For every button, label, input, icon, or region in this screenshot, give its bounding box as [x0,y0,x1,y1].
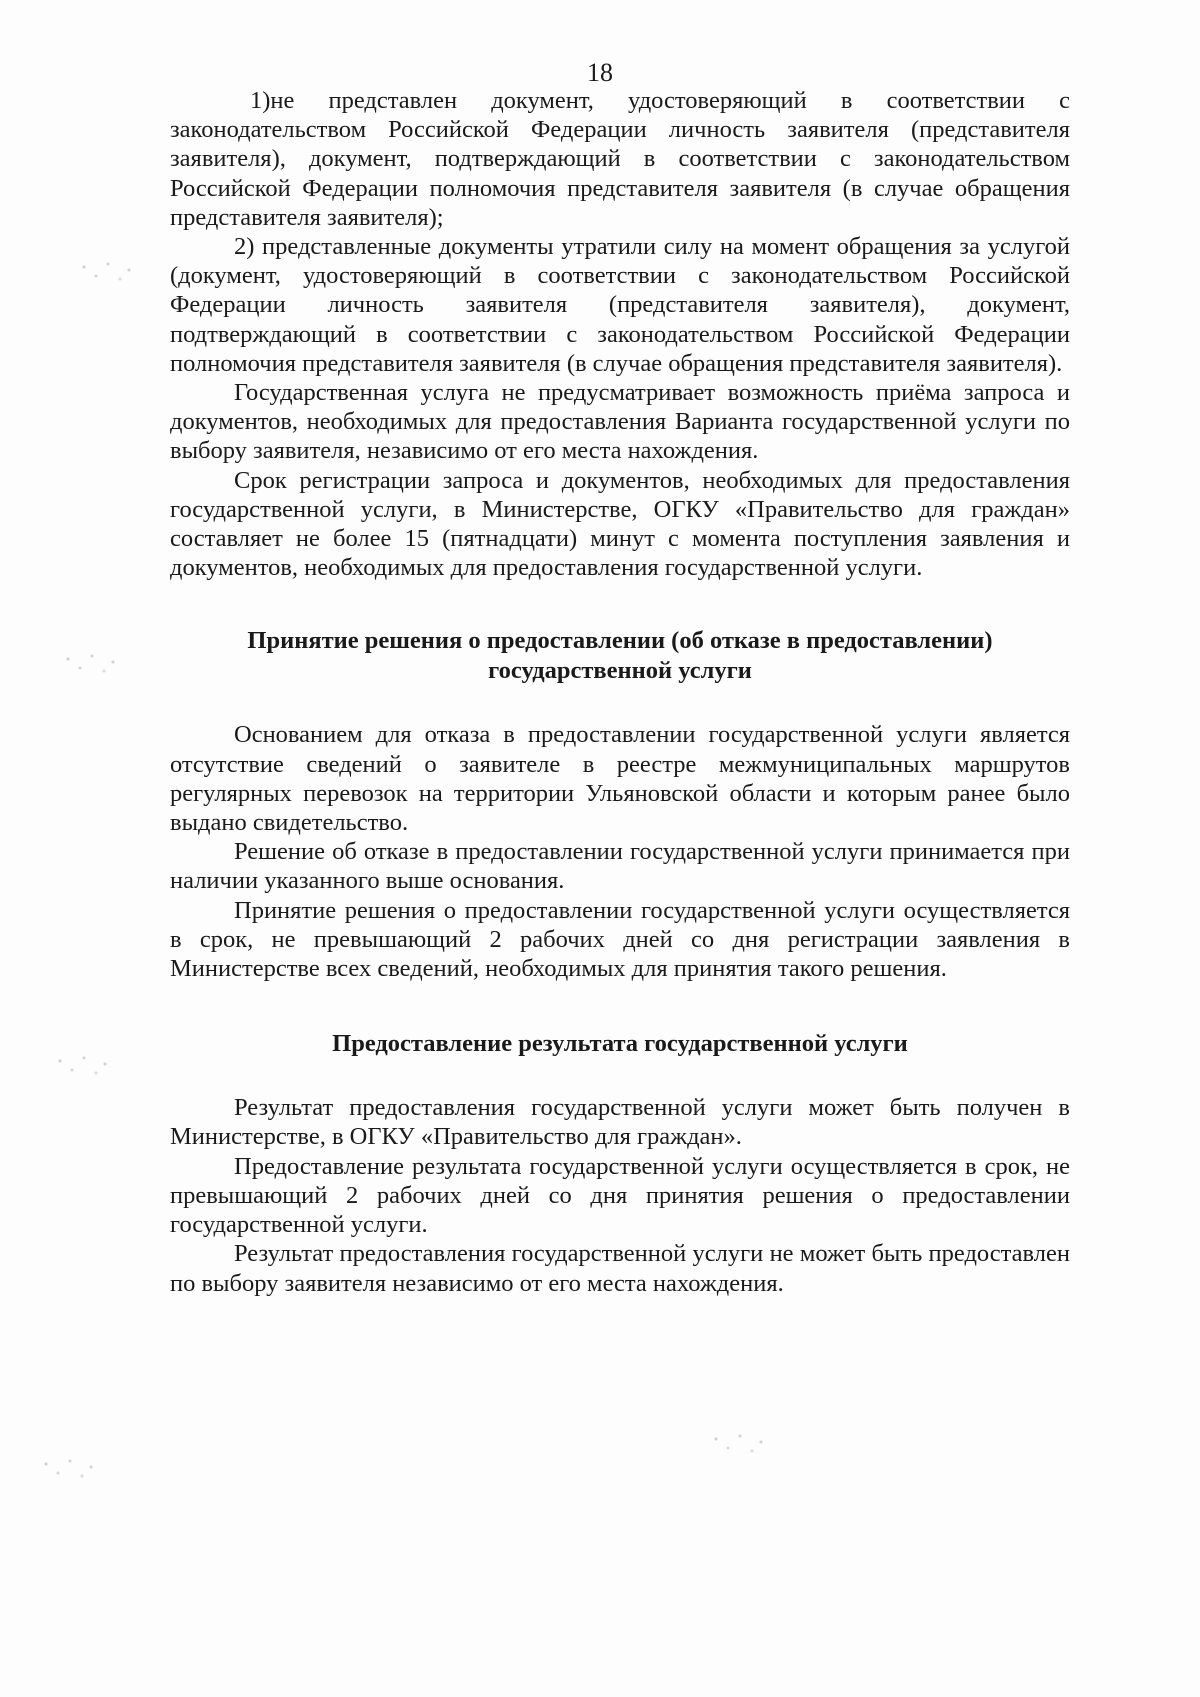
scan-speckle [40,1455,100,1485]
scan-speckle [62,650,122,680]
paragraph: Срок регистрации запроса и документов, необходимых для предоставления государственной услуги, в Министерстве, ОГКУ «Правительство для граждан» составляет не более 15 (пятнадцати) минут с момента поступления заявления и документов, необходимых для предоставления государственной услуги. [170,466,1070,582]
page-number: 18 [587,58,613,87]
paragraph: Результат предоставления государственной услуги не может быть предоставлен по выбору заявителя независимо от его места нахождения. [170,1240,1070,1297]
paragraph: Результат предоставления государственной услуги может быть получен в Министерстве, в ОГКУ «Правительство для граждан». [170,1094,1070,1151]
paragraph: 2) представленные документы утратили силу на момент обращения за услугой (документ, удостоверяющий в соответствии с законодательством Российской Федерации личность заявителя (представителя заявителя), документ, подтверждающий в соответствии с законодательством Российской Федерации полномочия представителя заявителя (в случае обращения представителя заявителя). [170,233,1070,377]
paragraph: Принятие решения о предоставлении государственной услуги осуществляется в срок, не превышающий 2 рабочих дней со дня регистрации заявления в Министерстве всех сведений, необходимых для принятия такого решения. [170,896,1070,983]
paragraph: Предоставление результата государственной услуги осуществляется в срок, не превышающий 2 рабочих дней со дня принятия решения о предоставлении государственной услуги. [170,1152,1070,1239]
paragraph: Основанием для отказа в предоставлении государственной услуги является отсутствие сведений о заявителе в реестре межмуниципальных маршрутов регулярных перевозок на территории Ульяновской области и которым ранее было выдано свидетельство. [170,721,1070,837]
paragraph: Государственная услуга не предусматривает возможность приёма запроса и документов, необходимых для предоставления Варианта государственной услуги по выбору заявителя, независимо от его места нахождения. [170,379,1070,465]
section-heading: Принятие решения о предоставлении (об отказе в предоставлении) государственной услуги [247,627,993,685]
scan-speckle [78,258,138,288]
section-heading: Предоставление результата государственной услуги [332,1030,908,1058]
scan-speckle [710,1430,770,1460]
paragraph: Решение об отказе в предоставлении государственной услуги принимается при наличии указанного выше основания. [170,838,1070,895]
scan-speckle [54,1052,114,1082]
document-body [170,86,1070,1298]
paragraph: 1)не представлен документ, удостоверяющий в соответствии с законодательством Российской Федерации личность заявителя (представителя заявителя), документ, подтверждающий в соответствии с законодательством Российской Федерации полномочия представителя заявителя (в случае обращения представителя заявителя); [170,87,1070,231]
